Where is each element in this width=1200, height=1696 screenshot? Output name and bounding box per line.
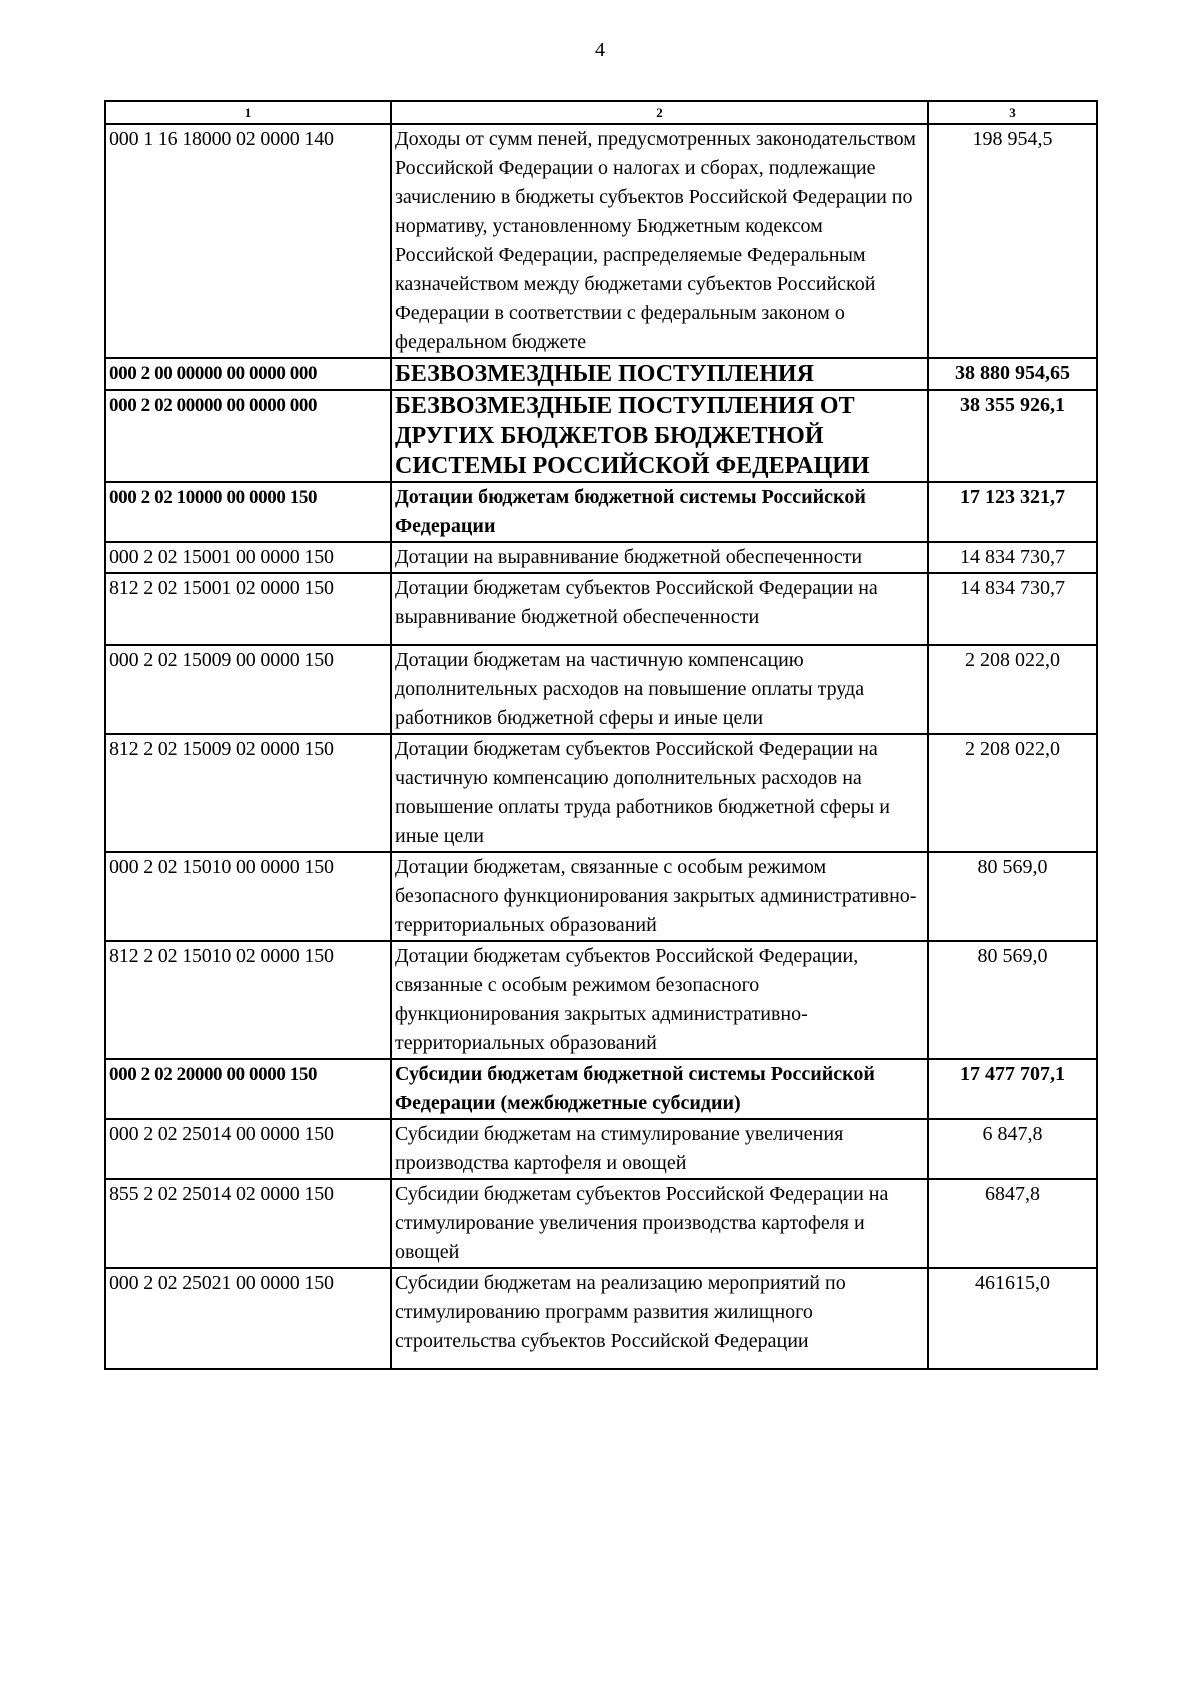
amount-cell: 80 569,0 [928, 852, 1097, 941]
budget-code-cell: 000 2 00 00000 00 0000 000 [105, 358, 391, 390]
revenue-name-cell: БЕЗВОЗМЕЗДНЫЕ ПОСТУПЛЕНИЯ ОТ ДРУГИХ БЮДЖЕТОВ БЮДЖЕТНОЙ СИСТЕМЫ РОССИЙСКОЙ ФЕДЕРАЦИИ [391, 390, 928, 482]
page-number: 4 [595, 39, 605, 61]
column-header-amount: 3 [928, 101, 1097, 124]
table-row [105, 734, 1097, 852]
table-row [105, 124, 1097, 358]
column-header-name: 2 [391, 101, 928, 124]
table-row [105, 573, 1097, 645]
table-row [105, 941, 1097, 1059]
table-row [105, 358, 1097, 390]
table-row [105, 1059, 1097, 1119]
budget-code-cell: 000 2 02 20000 00 0000 150 [105, 1059, 391, 1119]
amount-cell: 2 208 022,0 [928, 645, 1097, 734]
revenue-name-cell: Дотации бюджетам на частичную компенсацию дополнительных расходов на повышение оплаты труда работников бюджетной сферы и иные цели [391, 645, 928, 734]
budget-code-cell: 812 2 02 15009 02 0000 150 [105, 734, 391, 852]
amount-cell: 461615,0 [928, 1268, 1097, 1369]
budget-code-cell: 000 1 16 18000 02 0000 140 [105, 124, 391, 358]
revenue-name-cell: Субсидии бюджетам субъектов Российской Федерации на стимулирование увеличения производства картофеля и овощей [391, 1179, 928, 1268]
table-row [105, 542, 1097, 573]
budget-code-cell: 000 2 02 15009 00 0000 150 [105, 645, 391, 734]
table-row [105, 1119, 1097, 1179]
budget-code-cell: 000 2 02 15001 00 0000 150 [105, 542, 391, 573]
table-body [105, 124, 1097, 1369]
budget-code-cell: 000 2 02 10000 00 0000 150 [105, 482, 391, 542]
budget-code-cell: 000 2 02 00000 00 0000 000 [105, 390, 391, 482]
budget-code-cell: 855 2 02 25014 02 0000 150 [105, 1179, 391, 1268]
table-header-row [105, 101, 1097, 124]
amount-cell: 38 880 954,65 [928, 358, 1097, 390]
table-row [105, 645, 1097, 734]
budget-code-cell: 000 2 02 15010 00 0000 150 [105, 852, 391, 941]
amount-cell: 198 954,5 [928, 124, 1097, 358]
budget-code-cell: 812 2 02 15010 02 0000 150 [105, 941, 391, 1059]
revenue-name-cell: Субсидии бюджетам на реализацию мероприятий по стимулированию программ развития жилищного строительства субъектов Российской Федерации [391, 1268, 928, 1369]
budget-code-cell: 000 2 02 25021 00 0000 150 [105, 1268, 391, 1369]
budget-revenue-table [104, 100, 1098, 1370]
revenue-name-cell: Дотации бюджетам субъектов Российской Федерации, связанные с особым режимом безопасного функционирования закрытых административно-территориальных образований [391, 941, 928, 1059]
amount-cell: 17 123 321,7 [928, 482, 1097, 542]
revenue-name-cell: Субсидии бюджетам на стимулирование увеличения производства картофеля и овощей [391, 1119, 928, 1179]
budget-code-cell: 000 2 02 25014 00 0000 150 [105, 1119, 391, 1179]
amount-cell: 2 208 022,0 [928, 734, 1097, 852]
amount-cell: 38 355 926,1 [928, 390, 1097, 482]
table-row [105, 852, 1097, 941]
table-row [105, 1268, 1097, 1369]
revenue-name-cell: Доходы от сумм пеней, предусмотренных законодательством Российской Федерации о налогах и сборах, подлежащие зачислению в бюджеты субъектов Российской Федерации по нормативу, установленному Бюджетным кодексом Российской Федерации, распределяемые Федеральным казначейством между бюджетами субъектов Российской Федерации в соответствии с федеральным законом о федеральном бюджете [391, 124, 928, 358]
amount-cell: 17 477 707,1 [928, 1059, 1097, 1119]
revenue-name-cell: Субсидии бюджетам бюджетной системы Российской Федерации (межбюджетные субсидии) [391, 1059, 928, 1119]
revenue-name-cell: Дотации бюджетам субъектов Российской Федерации на частичную компенсацию дополнительных расходов на повышение оплаты труда работников бюджетной сферы и иные цели [391, 734, 928, 852]
revenue-name-cell: Дотации на выравнивание бюджетной обеспеченности [391, 542, 928, 573]
table-row [105, 390, 1097, 482]
amount-cell: 80 569,0 [928, 941, 1097, 1059]
amount-cell: 6847,8 [928, 1179, 1097, 1268]
amount-cell: 14 834 730,7 [928, 573, 1097, 645]
table-row [105, 482, 1097, 542]
column-header-code: 1 [105, 101, 391, 124]
budget-code-cell: 812 2 02 15001 02 0000 150 [105, 573, 391, 645]
table-row [105, 1179, 1097, 1268]
amount-cell: 14 834 730,7 [928, 542, 1097, 573]
revenue-name-cell: Дотации бюджетам субъектов Российской Федерации на выравнивание бюджетной обеспеченности [391, 573, 928, 645]
amount-cell: 6 847,8 [928, 1119, 1097, 1179]
revenue-name-cell: Дотации бюджетам, связанные с особым режимом безопасного функционирования закрытых административно-территориальных образований [391, 852, 928, 941]
revenue-name-cell: БЕЗВОЗМЕЗДНЫЕ ПОСТУПЛЕНИЯ [391, 358, 928, 390]
revenue-name-cell: Дотации бюджетам бюджетной системы Российской Федерации [391, 482, 928, 542]
